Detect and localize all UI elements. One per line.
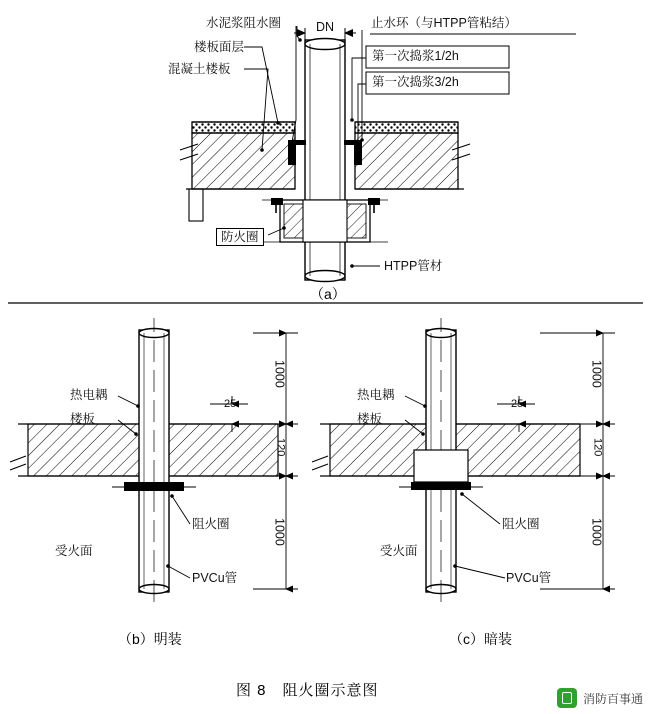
subcaption-c: （c）暗装 [449,631,512,647]
label-grout-first: 第一次捣浆1/2h [372,49,459,63]
label-fire-side-b: 受火面 [55,544,93,558]
watermark-text: 消防百事通 [582,691,643,706]
label-dim-1000-bottom-c: 1000 [589,518,604,546]
label-cement-water-stop-ring: 水泥浆阻水圈 [206,16,282,30]
subcaption-b: （b）明装 [118,631,182,647]
label-dn: DN [316,20,335,34]
label-fire-collar-a: 防火圈 [216,228,264,246]
label-dim-1000-top-b: 1000 [272,360,287,388]
label-dim-25-b: 25 [224,398,237,410]
label-pvcu-pipe-b: PVCu管 [192,571,238,585]
label-dim-120-c: 120 [591,438,604,457]
subcaption-a: （a） [310,286,346,302]
label-dim-120-b: 120 [274,438,287,457]
figure-title: 图 8 阻火圈示意图 [236,682,379,699]
label-fire-collar-c: 阻火圈 [502,517,540,531]
label-dim-1000-top-c: 1000 [589,360,604,388]
label-htpp-pipe: HTPP管材 [384,259,443,273]
label-floor-slab-c: 楼板 [357,412,383,426]
label-fire-side-c: 受火面 [380,544,418,558]
label-dim-25-c: 25 [511,398,524,410]
label-water-stop-ring: 止水环（与HTPP管粘结） [371,16,517,30]
label-floor-slab-b: 楼板 [70,412,96,426]
watermark [557,688,643,708]
book-icon [557,688,577,708]
label-fire-collar-b: 阻火圈 [192,517,230,531]
label-thermocouple-c: 热电耦 [357,388,395,402]
label-concrete-slab: 混凝土楼板 [168,62,231,76]
label-pvcu-pipe-c: PVCu管 [506,571,552,585]
label-thermocouple-b: 热电耦 [70,388,108,402]
label-grout-second: 第一次捣浆3/2h [372,75,459,89]
label-dim-1000-bottom-b: 1000 [272,518,287,546]
label-floor-finish: 楼板面层 [194,40,245,54]
